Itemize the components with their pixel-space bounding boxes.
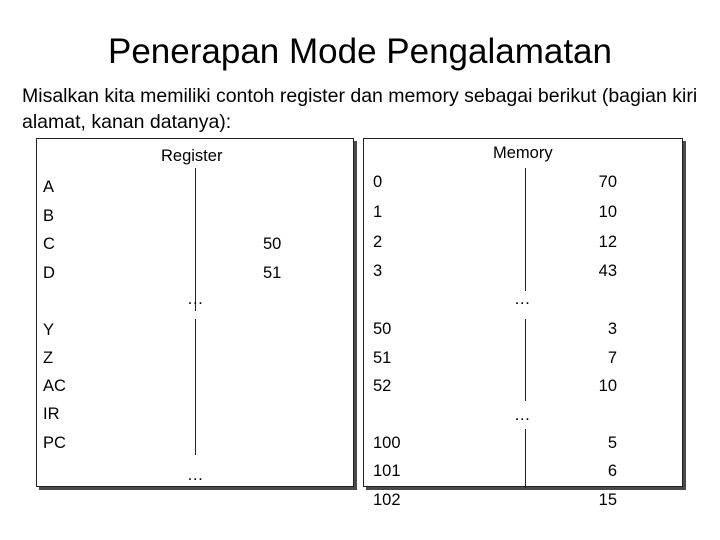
memory-address: 3 — [373, 262, 383, 280]
register-name: Z — [43, 349, 54, 367]
register-name: PC — [43, 434, 66, 452]
register-name: Y — [43, 321, 55, 339]
memory-data: 15 — [598, 491, 617, 509]
register-table — [36, 138, 354, 487]
memory-address: 1 — [373, 203, 383, 221]
memory-data: 10 — [598, 377, 617, 395]
register-column-divider — [195, 319, 196, 455]
memory-data: 43 — [598, 262, 617, 280]
register-value: 50 — [263, 235, 282, 253]
register-ellipsis: … — [187, 466, 204, 484]
memory-address: 100 — [373, 434, 401, 452]
register-name: B — [43, 207, 55, 225]
memory-data: 12 — [598, 233, 617, 251]
memory-ellipsis: … — [514, 290, 531, 308]
register-name: IR — [43, 405, 60, 423]
register-value: 51 — [263, 264, 282, 282]
memory-data: 6 — [607, 462, 617, 480]
register-name: A — [43, 178, 55, 196]
memory-address: 0 — [373, 173, 383, 191]
memory-address: 50 — [373, 320, 392, 338]
memory-address: 101 — [373, 462, 401, 480]
memory-data: 7 — [607, 349, 617, 367]
register-name: C — [43, 235, 55, 253]
slide-title: Penerapan Mode Pengalamatan — [108, 32, 612, 71]
memory-data: 70 — [598, 173, 617, 191]
memory-heading: Memory — [493, 144, 553, 162]
memory-address: 102 — [373, 491, 401, 509]
memory-data: 5 — [607, 434, 617, 452]
memory-data: 3 — [607, 320, 617, 338]
memory-address: 2 — [373, 233, 383, 251]
memory-ellipsis: … — [514, 406, 531, 424]
memory-data: 10 — [598, 203, 617, 221]
register-ellipsis: … — [187, 290, 204, 308]
register-name: AC — [43, 377, 66, 395]
register-name: D — [43, 264, 55, 282]
memory-address: 52 — [373, 377, 392, 395]
memory-address: 51 — [373, 349, 392, 367]
memory-table — [363, 138, 683, 509]
intro-text: Misalkan kita memiliki contoh register dan memory sebagai berikut (bagian kiri alamat, kanan datanya): — [22, 85, 698, 133]
register-heading: Register — [161, 147, 223, 165]
